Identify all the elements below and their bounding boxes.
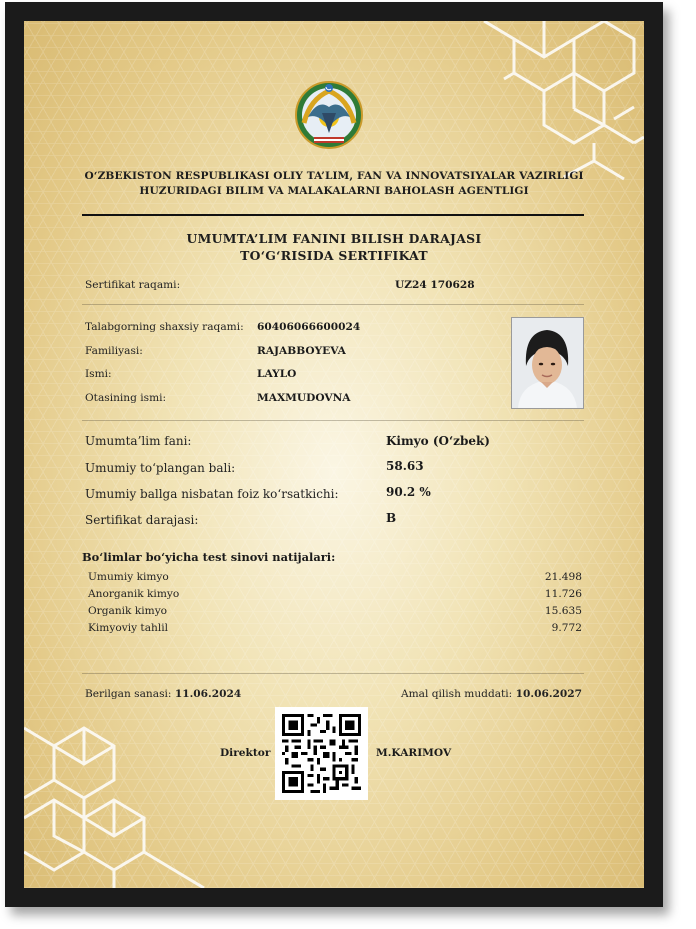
certificate-title-line-2: TO‘G‘RISIDA SERTIFIKAT [240, 248, 428, 263]
certificate-number-label: Sertifikat raqami: [85, 279, 181, 291]
signature-name: M.KARIMOV [376, 747, 452, 759]
section-row-name: Kimyoviy tahlil [88, 622, 168, 634]
issued-date-value: 11.06.2024 [174, 688, 242, 700]
certificate-number-value: UZ24 170628 [395, 279, 475, 291]
patronymic-label: Otasining ismi: [85, 392, 167, 404]
divider-3 [82, 673, 584, 674]
surname-value: RAJABBOYEVA [257, 345, 346, 357]
personal-id-value: 60406066600024 [257, 321, 361, 333]
level-label: Sertifikat darajasi: [85, 513, 199, 527]
section-row-name: Umumiy kimyo [88, 571, 169, 583]
issued-date [85, 688, 241, 700]
issued-date-label: Berilgan sanasi: [85, 688, 172, 700]
personal-id-label: Talabgorning shaxsiy raqami: [85, 321, 244, 333]
certificate-title-line-1: UMUMTA’LIM FANINI BILISH DARAJASI [186, 231, 482, 246]
section-row-value: 11.726 [544, 588, 582, 600]
section-row-value: 9.772 [551, 622, 582, 634]
section-row-value: 21.498 [544, 571, 582, 583]
holder-photo [511, 317, 584, 409]
section-row-name: Anorganik kimyo [88, 588, 180, 600]
agency-line-1: O‘ZBEKISTON RESPUBLIKASI OLIY TA’LIM, FAN VA INNOVATSIYALAR VAZIRLIGI [84, 170, 584, 182]
score-value: 58.63 [386, 459, 424, 473]
patronymic-value: MAXMUDOVNA [257, 392, 351, 404]
certificate-frame [5, 2, 663, 907]
percent-value: 90.2 % [386, 485, 431, 499]
corner-ornament-bottom-left [24, 708, 224, 888]
sections-title: Bo‘limlar bo‘yicha test sinovi natijalari: [82, 550, 336, 564]
signature-role: Direktor [220, 747, 271, 759]
valid-until-value: 10.06.2027 [515, 688, 582, 700]
level-value: B [386, 511, 397, 525]
valid-until-label: Amal qilish muddati: [400, 688, 513, 700]
corner-ornament-top-right [444, 21, 644, 181]
divider-2 [82, 420, 584, 421]
percent-label: Umumiy ballga nisbatan foiz ko‘rsatkichi: [85, 487, 339, 501]
subject-label: Umumta’lim fani: [85, 434, 192, 448]
subject-value: Kimyo (O‘zbek) [386, 434, 490, 448]
surname-label: Familiyasi: [85, 345, 143, 357]
name-value: LAYLO [257, 368, 297, 380]
divider-1 [82, 304, 584, 305]
verification-qr-code[interactable] [275, 707, 368, 800]
valid-until-date [401, 688, 582, 700]
section-row-value: 15.635 [544, 605, 582, 617]
certificate-paper [24, 21, 644, 888]
score-label: Umumiy to‘plangan bali: [85, 461, 236, 475]
agency-line-2: HUZURIDAGI BILIM VA MALAKALARNI BAHOLASH AGENTLIGI [139, 185, 529, 197]
name-label: Ismi: [85, 368, 112, 380]
header-rule [82, 214, 584, 216]
section-row-name: Organik kimyo [88, 605, 168, 617]
national-emblem [292, 77, 366, 151]
